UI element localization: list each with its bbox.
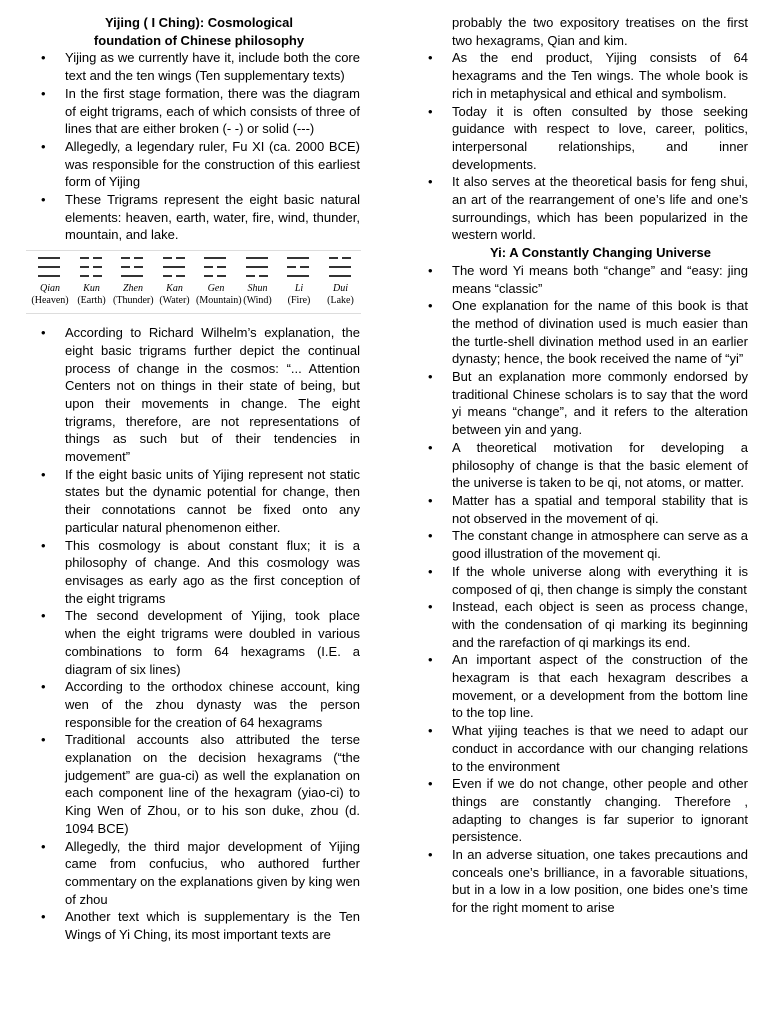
trigram-diagram — [26, 250, 361, 314]
trigram-name: Kan — [166, 283, 183, 295]
list-item: • It also serves at the theoretical basis for feng shui, an art of the rearrangement of one’s life and one’s surroundings, which has been popularized in the western world. — [425, 173, 748, 244]
list-item: • What yijing teaches is that we need to adapt our conduct in accordance with our changing relations to the environment — [425, 722, 748, 775]
list-item: • The constant change in atmosphere can serve as a good illustration of the movement qi. — [425, 527, 748, 562]
list-item: • In the first stage formation, there was the diagram of eight trigrams, each of which consists of three of lines that are either broken (- -) or solid (---) — [38, 85, 360, 138]
list-item: • According to Richard Wilhelm’s explanation, the eight basic trigrams further depict the continual process of change in the cosmos: “... Attention Centers not on things in their state of being, but upon their movements in change. The eight trigrams, therefore, are not representations of things as such but of their tendencies in movement” — [38, 324, 360, 466]
trigram-element: (Mountain) — [196, 295, 242, 307]
trigram-element: (Water) — [159, 295, 190, 307]
list-item: • One explanation for the name of this book is that the method of divination used is much easier than the turtle-shell divination method used in an earlier dynasty; hence, the book received the name of “yi” — [425, 297, 748, 368]
list-item: • But an explanation more commonly endorsed by traditional Chinese scholars is to say that the word yi means “change”, and it refers to the alteration between yin and yang. — [425, 368, 748, 439]
trigram-lines-icon — [238, 255, 278, 281]
bullet-list — [38, 49, 360, 244]
trigram-name: Li — [294, 283, 304, 295]
trigram-element: (Thunder) — [113, 295, 154, 307]
trigram-kan — [155, 255, 195, 307]
list-item: • This cosmology is about constant flux; it is a philosophy of change. And this cosmology was envisages as early ago as the first conception of the eight trigrams — [38, 537, 360, 608]
trigram-name: Gen — [207, 283, 225, 295]
list-item: • Another text which is supplementary is the Ten Wings of Yi Ching, its most important texts are — [38, 908, 360, 943]
trigram-name: Qian — [40, 283, 60, 295]
trigram-element: (Wind) — [243, 295, 272, 307]
trigram-name: Zhen — [123, 283, 143, 295]
list-item: • According to the orthodox chinese account, king wen of the zhou dynasty was the person responsible for the creation of 64 hexagrams — [38, 678, 360, 731]
trigram-dui — [321, 255, 361, 307]
trigram-kun — [72, 255, 112, 307]
trigram-name: Shun — [247, 283, 268, 295]
trigram-element: (Earth) — [77, 295, 106, 307]
document-title: Yijing ( I Ching): Cosmological foundation of Chinese philosophy — [93, 15, 305, 48]
list-item: • The word Yi means both “change” and “easy: jing means “classic” — [425, 262, 748, 297]
list-item: • Even if we do not change, other people and other things are constantly changing. Therefore , adapting to changes is far superior to ignorant persistence. — [425, 775, 748, 846]
list-item: • Matter has a spatial and temporal stability that is not observed in the movement of qi. — [425, 492, 748, 527]
list-item: • The second development of Yijing, took place when the eight trigrams were doubled in various combinations to form 64 hexagrams (I.E. a diagram of six lines) — [38, 607, 360, 678]
bullet-list — [425, 49, 748, 244]
list-item: • Yijing as we currently have it, include both the core text and the ten wings (Ten supplementary texts) — [38, 49, 360, 84]
bullet-list — [425, 262, 748, 917]
trigram-qian — [30, 255, 70, 307]
list-item: • These Trigrams represent the eight basic natural elements: heaven, earth, water, fire, wind, thunder, mountain, and lake. — [38, 191, 360, 244]
trigram-shun — [238, 255, 278, 307]
trigram-gen — [196, 255, 242, 307]
list-item: • Allegedly, the third major development of Yijing came from confucius, who authored further commentary on the explanations given by king wen of zhou — [38, 838, 360, 909]
trigram-lines-icon — [30, 255, 70, 281]
trigram-name: Kun — [83, 283, 100, 295]
list-item: • Today it is often consulted by those seeking guidance with respect to love, career, politics, interpersonal relationships, and inner developments. — [425, 103, 748, 174]
bullet-list — [38, 324, 360, 944]
trigram-li — [279, 255, 319, 307]
list-item: • An important aspect of the construction of the hexagram is that each hexagram describes a movement, or a development from the bottom line to the top line. — [425, 651, 748, 722]
section-title: Yi: A Constantly Changing Universe — [489, 245, 712, 261]
trigram-lines-icon — [113, 255, 153, 281]
list-item: • In an adverse situation, one takes precautions and conceals one’s brilliance, in a favorable situations, but in a low in a low position, one bides one’s time for the right moment to arise — [425, 846, 748, 917]
right-column — [425, 14, 748, 917]
trigram-lines-icon — [321, 255, 361, 281]
list-item: • Allegedly, a legendary ruler, Fu XI (ca. 2000 BCE) was responsible for the construction of this earliest form of Yijing — [38, 138, 360, 191]
list-item: • As the end product, Yijing consists of 64 hexagrams and the Ten wings. The whole book is rich in metaphysical and ethical and symbolism. — [425, 49, 748, 102]
list-item: • A theoretical motivation for developing a philosophy of change is that the basic element of the universe is taken to be qi, not atoms, or matter. — [425, 439, 748, 492]
list-item: • Instead, each object is seen as process change, with the condensation of qi marking its beginning and the rarefaction of qi markings its end. — [425, 598, 748, 651]
trigram-element: (Heaven) — [31, 295, 69, 307]
trigram-zhen — [113, 255, 153, 307]
trigram-lines-icon — [72, 255, 112, 281]
list-item: • Traditional accounts also attributed the terse explanation on the decision hexagrams (“the judgement” are gua-ci) as well the explanation on each component line of the hexagram (yiao-ci) to King Wen of Zhou, or to his son duke, zhou (d. 1094 BCE) — [38, 731, 360, 837]
list-item: • If the eight basic units of Yijing represent not static states but the dynamic potential for change, then their connotations cannot be fixed onto any particular natural phenomenon either. — [38, 466, 360, 537]
left-column — [31, 14, 360, 944]
trigram-element: (Lake) — [327, 295, 354, 307]
list-item: • If the whole universe along with everything it is composed of qi, then change is simply the constant — [425, 563, 748, 598]
trigram-lines-icon — [155, 255, 195, 281]
trigram-name: Dui — [333, 283, 348, 295]
trigram-lines-icon — [279, 255, 319, 281]
trigram-element: (Fire) — [287, 295, 311, 307]
continuation-text: probably the two expository treatises on the first two hexagrams, Qian and kim. — [452, 15, 748, 48]
trigram-lines-icon — [196, 255, 236, 281]
